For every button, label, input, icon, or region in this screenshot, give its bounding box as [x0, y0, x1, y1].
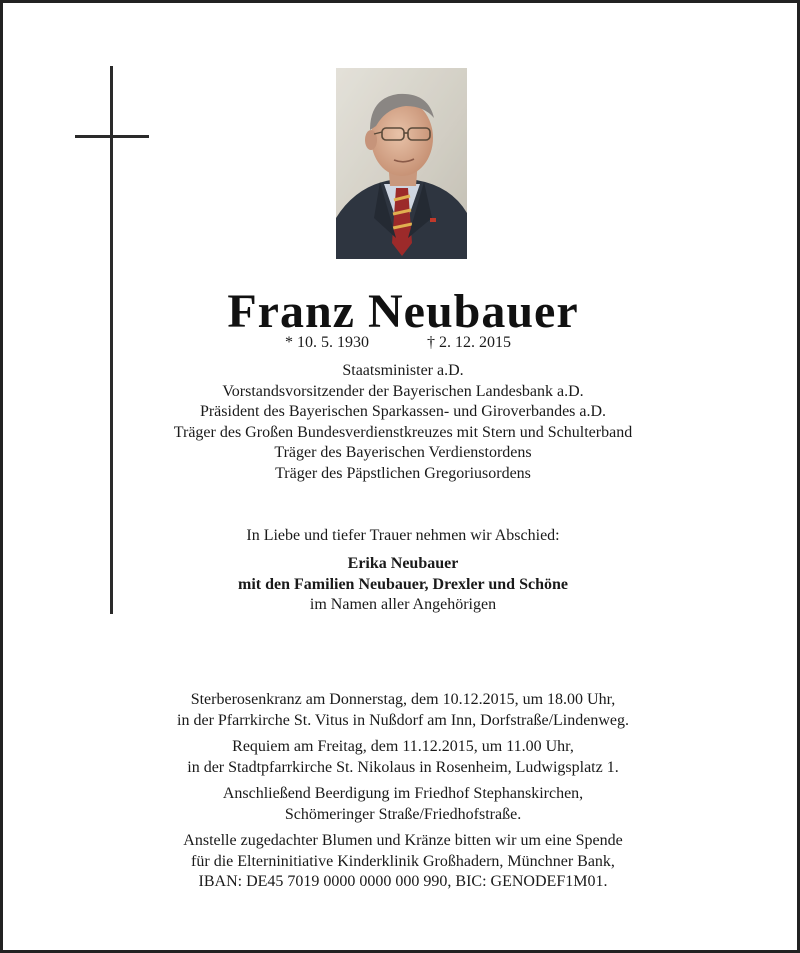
- family-signature: [3, 554, 800, 616]
- donation-line: IBAN: DE45 7019 0000 0000 000 990, BIC: GENODEF1M01.: [198, 873, 608, 890]
- family-families: mit den Familien Neubauer, Drexler und Schöne: [238, 575, 568, 593]
- rosary-line: Sterberosenkranz am Donnerstag, dem 10.12.2015, um 18.00 Uhr,: [190, 691, 616, 708]
- honor-line: Vorstandsvorsitzender der Bayerischen Landesbank a.D.: [222, 382, 584, 400]
- honor-line: Träger des Päpstlichen Gregoriusordens: [275, 464, 531, 482]
- rosary-line: in der Pfarrkirche St. Vitus in Nußdorf am Inn, Dorfstraße/Lindenweg.: [177, 711, 629, 729]
- portrait-photo: [336, 68, 467, 259]
- requiem-line: in der Stadtpfarrkirche St. Nikolaus in Rosenheim, Ludwigsplatz 1.: [187, 758, 619, 776]
- life-dates: [3, 334, 800, 356]
- deceased-name: Franz Neubauer: [227, 285, 579, 338]
- burial-line: Anschließend Beerdigung im Friedhof Stephanskirchen,: [222, 785, 584, 802]
- birth-date: * 10. 5. 1930: [285, 334, 369, 351]
- cross-horizontal-bar: [75, 135, 149, 138]
- honors-list: [3, 361, 800, 484]
- family-relatives: im Namen aller Angehörigen: [309, 596, 497, 613]
- requiem-line: Requiem am Freitag, dem 11.12.2015, um 11.00 Uhr,: [232, 738, 574, 755]
- mourning-statement: [3, 526, 800, 547]
- service-details: [3, 690, 800, 893]
- burial-line: Schömeringer Straße/Friedhofstraße.: [284, 805, 522, 823]
- donation-line: Anstelle zugedachter Blumen und Kränze bitten wir um eine Spende: [183, 832, 623, 849]
- honor-line: Staatsminister a.D.: [342, 362, 464, 379]
- honor-line: Träger des Bayerischen Verdienstordens: [274, 444, 532, 461]
- donation-line: für die Elterninitiative Kinderklinik Großhadern, Münchner Bank,: [191, 852, 615, 870]
- death-date: † 2. 12. 2015: [427, 334, 511, 351]
- mourning-line: In Liebe und tiefer Trauer nehmen wir Abschied:: [246, 527, 560, 544]
- honor-line: Präsident des Bayerischen Sparkassen- und Giroverbandes a.D.: [199, 403, 607, 420]
- family-spouse: Erika Neubauer: [347, 555, 459, 572]
- honor-line: Träger des Großen Bundesverdienstkreuzes mit Stern und Schulterband: [173, 423, 633, 441]
